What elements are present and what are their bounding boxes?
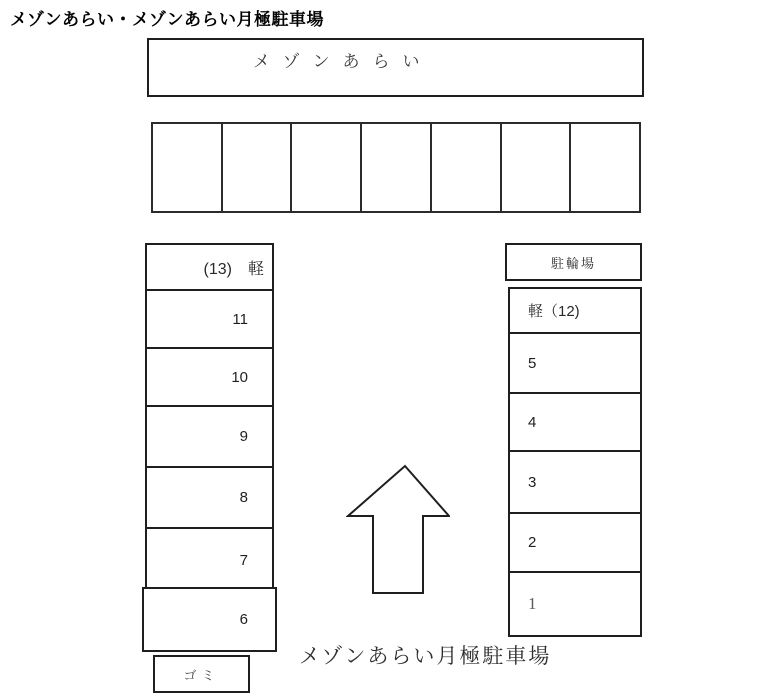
space-number: 11 bbox=[232, 310, 248, 328]
parking-space-8 bbox=[147, 468, 272, 529]
parking-space-3 bbox=[510, 452, 640, 514]
trash-box bbox=[153, 655, 250, 693]
page-title: メゾンあらい・メゾンあらい月極駐車場 bbox=[10, 10, 324, 29]
parking-space-1 bbox=[510, 573, 640, 635]
parking-space-11 bbox=[147, 291, 272, 349]
space-number: 3 bbox=[528, 473, 537, 491]
space-number: 9 bbox=[239, 428, 248, 445]
left-column-header-label: (13) 軽 bbox=[203, 260, 264, 278]
right-parking-column bbox=[508, 287, 642, 637]
space-number: 8 bbox=[239, 489, 248, 506]
parking-space-9 bbox=[147, 407, 272, 468]
parking-stall bbox=[430, 122, 502, 213]
parking-stall bbox=[290, 122, 362, 213]
left-parking-column bbox=[145, 243, 274, 593]
parking-space-6 bbox=[142, 587, 277, 652]
building-label: メゾンあらい bbox=[253, 52, 433, 71]
parking-space-4 bbox=[510, 394, 640, 452]
parking-space-2 bbox=[510, 514, 640, 573]
parking-stall bbox=[569, 122, 641, 213]
right-column-header-cell bbox=[510, 289, 640, 334]
parking-stall bbox=[221, 122, 293, 213]
space-number: 4 bbox=[528, 413, 537, 431]
bicycle-parking-box bbox=[505, 243, 642, 281]
parking-stall bbox=[360, 122, 432, 213]
space-number: 10 bbox=[231, 368, 248, 386]
space-number: 1 bbox=[528, 594, 537, 613]
up-arrow-icon bbox=[346, 463, 450, 595]
space-number: 2 bbox=[528, 534, 537, 551]
parking-space-5 bbox=[510, 334, 640, 394]
parking-space-7 bbox=[147, 529, 272, 591]
parking-stall bbox=[500, 122, 572, 213]
space-number: 7 bbox=[239, 551, 248, 569]
parking-stall bbox=[151, 122, 223, 213]
space-number: 5 bbox=[528, 354, 537, 372]
parking-space-10 bbox=[147, 349, 272, 407]
trash-label: ゴミ bbox=[183, 667, 220, 683]
right-column-header-label: 軽（12) bbox=[528, 303, 580, 320]
left-column-header-cell bbox=[147, 245, 272, 291]
building-box bbox=[147, 38, 644, 97]
space-number: 6 bbox=[239, 611, 248, 628]
upper-stalls-row bbox=[151, 122, 641, 213]
bottom-caption: メゾンあらい月極駐車場 bbox=[299, 645, 552, 668]
bicycle-parking-label: 駐輪場 bbox=[550, 255, 596, 271]
